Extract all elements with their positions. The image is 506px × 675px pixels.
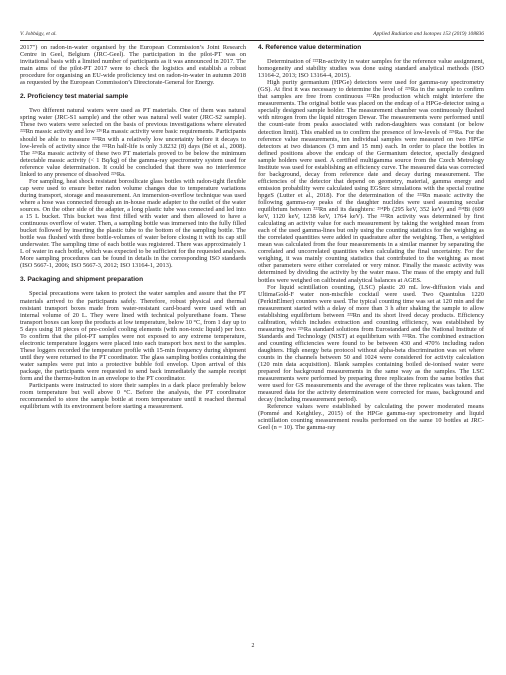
spacer bbox=[20, 86, 246, 93]
section-heading: 3. Packaging and shipment preparation bbox=[20, 276, 144, 284]
spacer bbox=[258, 51, 484, 58]
spacer bbox=[20, 269, 246, 276]
left-column bbox=[20, 44, 246, 410]
paragraph: High purity germanium (HPGe) detectors were used for gamma-ray spectrometry (GS). At first it was necessary to determine the level of ²²⁶Ra in the sample to confirm that samples are free from continuous ²²²Rn production which might interfere the measurements. The original bottle was placed on the endcap of a HPGe-detector using a specially designed sample holder. The measurement chamber was continuously flushed with nitrogen from the liquid nitrogen Dewar. The measurements were performed until the count-rate from peaks associated with radon-daughters was constant (or below detection limit). This enabled us to confirm the presence of low-levels of ²²⁶Ra. For the reference value measurements, ten individual samples were measured on two HPGe detectors at two distances (3 mm and 15 mm) each. In order to place the bottles in defined positions above the endcap of the Germanium detector, specially designed sample holders were used. A certified multigamma source from the Czech Metrology Institute was used for establishing an efficiency curve. The measured data was corrected for background, decay from reference date and decay during measurement. The efficiencies of the detector that depend on geometry, material, gamma energy and emission probability were calculated using EGSnrc simulations with the special routine hpgeS (Lutter et al., 2018). For the determination of the ²²²Rn massic activity the following gamma-ray peaks of the daughter nuclides were used assuming secular equilibrium between ²²²Rn and its daughters: ²¹⁴Pb (295 keV, 352 keV) and ²¹⁴Bi (609 keV, 1120 keV, 1238 keV, 1764 keV). The ²²²Rn activity was determined by first calculating an activity value for each measurement by taking the weighted mean from each of the used gamma-lines but only using the counting statistics for the weighing as the correlated quantities were added in quadrature after the weighing. Then, a weighted mean was calculated from the four measurements in a similar manner by separating the correlated and uncorrelated quantities when calculating the final uncertainty. For the weighing, it was mainly counting statistics that contributed to the weighing as most other parameters were either correlated or very minor. Finally the massic activity was determined by dividing the activity by the water mass. The mass of the empty and full bottles were weighed on calibrated analytical balances at AGES. bbox=[258, 79, 484, 284]
paragraph: Two different natural waters were used as PT materials. One of them was natural spring water (JRC-S1 sample) and the other was natural well water (JRC-S2 sample). These two waters were selected on the basis of previous investigations where elevated ²²²Rn massic activity and low ²²⁶Ra massic activity were basic requirements. Participants should be able to measure ²²²Rn with a relatively low uncertainty before it decays to low-levels of activity since the ²²²Rn half-life is only 3.8232 (8) days (Bé et al., 2008). The ²²⁶Ra massic activity of these two PT materials proved to be below the minimum detectable massic activity (< 1 Bq/kg) of the gamma-ray spectrometry system used for reference value determination. It could be concluded that there was no interference linked to any presence of dissolved ²²⁶Ra. bbox=[20, 107, 246, 178]
paragraph: Special precautions were taken to protect the water samples and assure that the PT materials arrived to the participants safely. Therefore, robust physical and thermal resistant transport boxes made from water-resistant card-board were used with an internal volume of 20 L. They were lined with technical polyurethane foam. These transport boxes can keep the products at low temperature, below 10 °C, from 1 day up to 5 days using 18 pieces of pre-cooled cooling elements (with non-toxic liquid) per box. To confirm that the pilot-PT samples were not exposed to any extreme temperature, electronic temperature loggers were placed into each transport box next to the samples. These loggers recorded the temperature profile with 15-min frequency during shipment until they were returned to the PT coordinator. The glass sampling bottles containing the water samples were put into a protective bubble foil envelop. Upon arrival of this package, the participants were requested to send back immediately the sample receipt form and the thermo-button in an envelope to the PT coordinator. bbox=[20, 290, 246, 383]
paragraph: Determination of ²²²Rn-activity in water samples for the reference value assignment, homogeneity and stability studies was done using standard analytical methods (ISO 13164-2, 2013; ISO 13164-4, 2015). bbox=[258, 58, 484, 80]
paragraph: For liquid scintillation counting, (LSC) plastic 20 mL low-diffusion vials and UltimaGold-F water non-miscible cocktail were used. Two Quantulus 1220 (PerkinElmer) counters were used. The typical counting time was set at 120 min and the measurement started with a delay of more than 3 h after shaking the sample to allow establishing equilibrium between ²²²Rn and its short lived decay products. Efficiency calibration, which includes extraction and counting efficiency, was established by measuring two ²²⁶Ra standard solutions from Eurostandard and the National Institute of Standards and Technology (NIST) at equilibrium with ²²²Rn. The combined extraction and counting efficiencies were found to be between 430 and 470% including radon daughters. High energy beta protocol without alpha-beta discrimination was set where counts in the channels between 50 and 1024 were considered for activity calculation (120 min data acquisition). Blank samples containing boiled de-ionised water were prepared for background measurements in the same way as the samples. The LSC measurements were performed by preparing three replicates from the same bottles that were used for GS measurements and the average of the three replicates was taken. The measured data for the activity determination were corrected for mass, background and decay (including measurement period). bbox=[258, 283, 484, 404]
paragraph: 2017") on radon-in-water organised by the European Commission’s Joint Research Centre in Geel, Belgium (JRC-Geel). The participation in the pilot-PT was on invitational basis with a limited number of participants as it was announced in 2017. The main aims of the pilot-PT 2017 were to check the logistics and establish a robust procedure for organising an EU-wide proficiency test on radon-in-water in autumn 2018 as requested by the European Commission’s Directorate-General for Energy. bbox=[20, 44, 246, 87]
spacer bbox=[20, 100, 246, 107]
section-heading: 2. Proficiency test material sample bbox=[20, 93, 129, 101]
page-number: 2 bbox=[251, 643, 255, 649]
right-column bbox=[258, 44, 484, 432]
header-authors: V. Jobbágy, et al. bbox=[20, 31, 57, 37]
section-heading: 4. Reference value determination bbox=[258, 44, 362, 51]
spacer bbox=[20, 283, 246, 290]
paragraph: For sampling, heat shock resistant borosilicate glass bottles with radon-tight flexible cap were used to ensure better radon volume changes due to temperature variations during transport, storage and measurement. An immersion-overflow technique was used where a hose was connected through an in-house made adapter to the outlet of the water sources. On the other side of the adapter, a long plastic tube was connected and led into a 15 L bucket. This bucket was first filled with water and then allowed to have a continuous overflow of water. Then, a sampling bottle was immersed into the fully filled bucket followed by inserting the plastic tube to the bottom of the sampling bottle. The bottle was flushed with three bottle-volumes of water before closing it with its cap still underwater. The sampling time of each bottle was registered. There was approximately 1 L of water in each bottle, which was expected to be sufficient for the requested analyses. More sampling procedures can be found in details in the corresponding ISO standards (ISO 5667-1, 2006; ISO 5667-3, 2012; ISO 13164-1, 2013). bbox=[20, 177, 246, 270]
header-rule bbox=[20, 40, 484, 41]
paragraph: Reference values were established by calculating the power moderated means (Pommé and Keightley., 2015) of the HPGe gamma-ray spectrometry and liquid scintillation counting measurement results performed on the same 10 bottles at JRC-Geel (n = 10). The gamma-ray bbox=[258, 403, 484, 432]
paragraph: Participants were instructed to store their samples in a dark place preferably below room temperature but well above 0 °C. Before the analysis, the PT coordinator recommended to store the sample bottle at room temperature until it reached thermal equilibrium with its environment before starting a measurement. bbox=[20, 382, 246, 411]
header-journal: Applied Radiation and Isotopes 153 (2019) 108836 bbox=[373, 31, 484, 37]
